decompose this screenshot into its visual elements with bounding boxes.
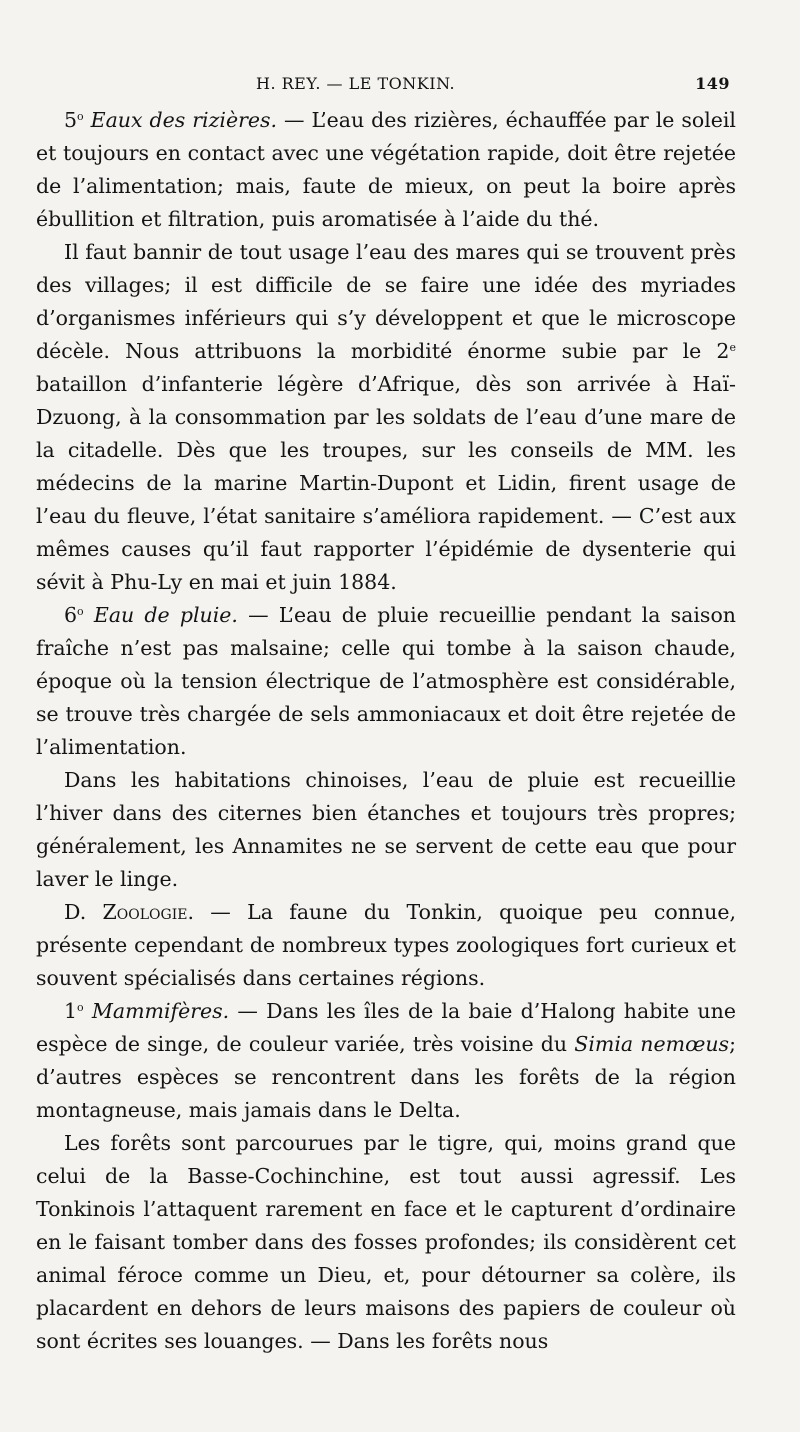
section-number: 1 xyxy=(64,999,78,1023)
section-heading: Mammifères. xyxy=(91,999,230,1023)
em-dash: — xyxy=(237,603,279,627)
ordinal-mark: o xyxy=(77,110,84,123)
paragraph-mammiferes xyxy=(36,995,736,1127)
paragraph-text: L’eau de pluie recueillie pendant la saison fraîche n’est pas malsaine; celle qui tombe à la saison chaude, époque où la tension électrique de l’atmosphère est considérable, se trouve très chargée de sels ammoniacaux et doit être rejetée de l’alimentation. xyxy=(36,603,736,759)
body-text xyxy=(36,104,736,1358)
em-dash: — xyxy=(277,108,312,132)
running-title: H. REY. — LE TONKIN. xyxy=(256,74,456,93)
ordinal-mark: o xyxy=(77,1001,84,1014)
section-number: 5 xyxy=(64,108,78,132)
paragraph-text: La faune du Tonkin, quoique peu connue, présente cependant de nombreux types zoologiques fort curieux et souvent spécialisés dans certaines régions. xyxy=(36,900,736,990)
section-number: 6 xyxy=(64,603,78,627)
paragraph-text: Il faut bannir de tout usage l’eau des mares qui se trouvent près des villages; il est difficile de se faire une idée des myriades d’organismes inférieurs qui s’y développent et que le microscope décèle. Nous attribuons la morbidité énorme subie par le 2 xyxy=(36,240,736,363)
running-head xyxy=(36,74,736,98)
section-heading: Eau de pluie. xyxy=(93,603,238,627)
em-dash: — xyxy=(229,999,267,1023)
paragraph-mares xyxy=(36,236,736,599)
em-dash: — xyxy=(193,900,248,924)
section-heading: Zoologie. xyxy=(102,900,194,924)
ordinal-mark: o xyxy=(77,605,84,618)
paragraph-text: Les forêts sont parcourues par le tigre, qui, moins grand que celui de la Basse-Cochinchine, est tout aussi agressif. Les Tonkinois l’attaquent rarement en face et le capturent d’ordinaire en le faisant tomber dans des fosses profondes; ils considèrent cet animal féroce comme un Dieu, et, pour détourner sa colère, ils placardent en dehors de leurs maisons des papiers de couleur où sont écrites ses louanges. — Dans les forêts nous xyxy=(36,1131,736,1353)
species-name: Simia nemœus xyxy=(574,1032,730,1056)
paragraph-text: Dans les habitations chinoises, l’eau de pluie est recueillie l’hiver dans des citernes bien étanches et toujours très propres; généralement, les Annamites ne se servent de cette eau que pour laver le linge. xyxy=(36,768,736,891)
paragraph-text: ; d’autres espèces se rencontrent dans les forêts de la région montagneuse, mais jamais dans le Delta. xyxy=(36,1032,736,1122)
ordinal-mark: e xyxy=(729,341,736,354)
section-letter: D. xyxy=(64,900,87,924)
section-heading: Eaux des rizières. xyxy=(90,108,278,132)
paragraph-habitations-chinoises xyxy=(36,764,736,896)
page-number: 149 xyxy=(695,74,730,93)
paragraph-text: Dans les îles de la baie d’Halong habite une espèce de singe, de couleur variée, très voisine du xyxy=(36,999,736,1056)
paragraph-tigre xyxy=(36,1127,736,1358)
paragraph-eaux-des-rizieres xyxy=(36,104,736,236)
paragraph-zoologie xyxy=(36,896,736,995)
paragraph-eau-de-pluie xyxy=(36,599,736,764)
paragraph-text: L’eau des rizières, échauffée par le soleil et toujours en contact avec une végétation rapide, doit être rejetée de l’alimentation; mais, faute de mieux, on peut la boire après ébullition et filtration, puis aromatisée à l’aide du thé. xyxy=(36,108,736,231)
paragraph-text: bataillon d’infanterie légère d’Afrique, dès son arrivée à Haï-Dzuong, à la consommation par les soldats de l’eau d’une mare de la citadelle. Dès que les troupes, sur les conseils de MM. les médecins de la marine Martin-Dupont et Lidin, firent usage de l’eau du fleuve, l’état sanitaire s’améliora rapidement. — C’est aux mêmes causes qu’il faut rapporter l’épidémie de dysenterie qui sévit à Phu-Ly en mai et juin 1884. xyxy=(36,372,736,594)
